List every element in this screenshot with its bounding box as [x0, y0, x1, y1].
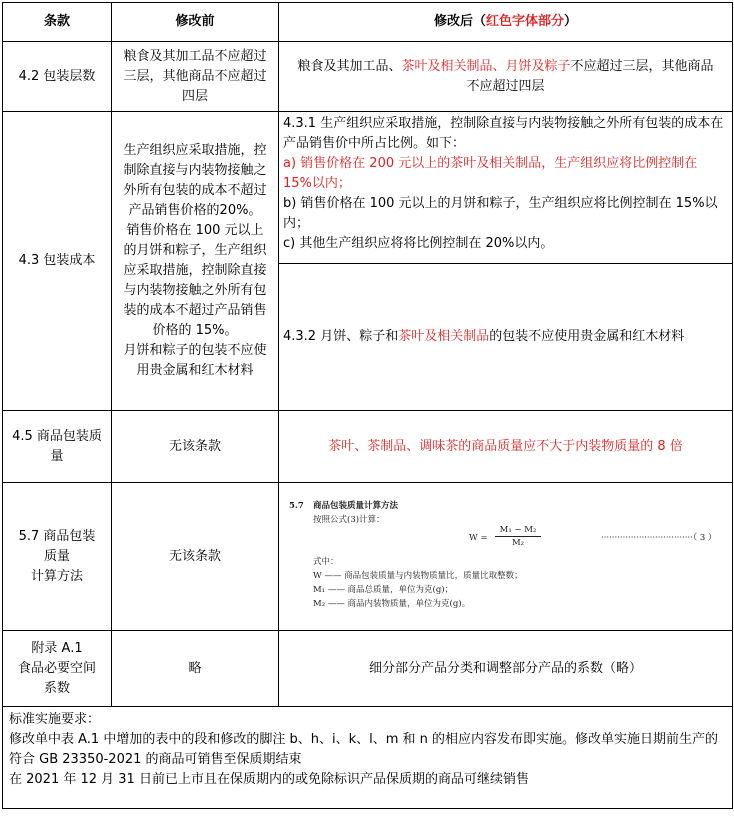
before-4-2: 粮食及其加工品不应超过三层，其他商品不应超过四层: [112, 42, 279, 112]
after-4-3-2: [279, 264, 733, 411]
notes-title: 标准实施要求：: [9, 712, 101, 727]
after-4-3-2-a: 4.3.2 月饼、粽子和: [283, 329, 399, 344]
after-4-3-1-a: a) 销售价格在 200 元以上的茶叶及相关制品，生产组织应将比例控制在 15%以内；: [283, 156, 698, 191]
formula-intro: 按照公式(3)计算：: [313, 514, 385, 525]
header-before: 修改前: [112, 3, 279, 42]
row-5-7: [3, 483, 733, 631]
after-4-3-1-b: b) 销售价格在 100 元以上的月饼和粽子，生产组织应将比例控制在 15%以内；: [283, 196, 718, 231]
row-4-2: [3, 42, 733, 112]
after-a1: 细分部分产品分类和调整部分产品的系数（略）: [279, 631, 733, 707]
clause-4-3: 4.3 包装成本: [3, 112, 112, 411]
row-4-5: [3, 411, 733, 483]
after-4-2-a: 粮食及其加工品、: [297, 58, 402, 74]
formula-def-m2: M₂ —— 商品内装物质量，单位为克(g)。: [313, 598, 471, 609]
formula-def-w: W —— 商品包装质量与内装物质量比，质量比取整数；: [313, 570, 523, 581]
row-a1: [3, 631, 733, 707]
formula-title: 商品包装质量计算方法: [313, 500, 399, 511]
after-4-3-2-red: 茶叶及相关制品: [398, 329, 490, 344]
after-4-5: 茶叶、茶制品、调味茶的商品质量应不大于内装物质量的 8 倍: [279, 411, 733, 483]
after-4-3-2-c: 的包装不应使用贵金属和红木材料: [489, 329, 685, 344]
clause-5-7: 5.7 商品包装 质量 计算方法: [3, 483, 112, 631]
after-4-3-1-c: c) 其他生产组织应将将比例控制在 20%以内。: [283, 236, 554, 251]
clause-4-2: 4.2 包装层数: [3, 42, 112, 112]
header-row: [3, 3, 733, 42]
header-clause: 条款: [3, 3, 112, 42]
formula-def-m1: M₁ —— 商品总质量，单位为克(g)；: [313, 584, 454, 595]
formula-numerator: M₁ − M₂: [495, 525, 541, 537]
after-5-7: [279, 483, 733, 631]
before-5-7: 无该条款: [112, 483, 279, 631]
row-footer: [3, 707, 733, 809]
after-4-2: [279, 42, 733, 112]
notes-line-2: 在 2021 年 12 月 31 日前已上市且在保质期内的或免除标识产品保质期的商品可继续销售: [9, 772, 529, 787]
implementation-notes: [3, 707, 733, 809]
header-after-red: 红色字体部分: [485, 14, 564, 29]
header-after: [279, 3, 733, 42]
formula-image: [279, 484, 732, 630]
row-4-3-a: [3, 112, 733, 264]
formula-lhs: W =: [469, 532, 488, 543]
clause-a1: 附录 A.1 食品必要空间 系数: [3, 631, 112, 707]
formula-where: 式中：: [313, 556, 339, 567]
formula-denominator: M₂: [511, 537, 525, 548]
amendment-table: [2, 2, 733, 809]
header-after-close: ）: [564, 14, 578, 29]
before-4-5: 无该条款: [112, 411, 279, 483]
before-4-3: 生产组织应采取措施，控制除直接与内装物接触之外所有包装的成本不超过产品销售价格的20%。 销售价格在 100 元以上的月饼和粽子，生产组织应采取措施，控制除直接与内装物接触之外所有包装的成本不超过产品销售价格的 15%。 月饼和粽子的包装不应使用贵金属和红木材料: [112, 112, 279, 411]
header-after-label: 修改后（: [433, 14, 486, 29]
clause-4-5: 4.5 商品包装质量: [3, 411, 112, 483]
after-4-2-red: 茶叶及相关制品、月饼及粽子: [401, 58, 571, 74]
formula-dots: ··································（ 3 ）: [601, 532, 717, 543]
after-4-2-c: 不应超过三层，其他商品不应超过四层: [466, 58, 714, 94]
after-4-3-1-intro: 4.3.1 生产组织应采取措施，控制除直接与内装物接触之外所有包装的成本在产品销售价中所占比例。如下：: [283, 116, 724, 151]
notes-line-1: 修改单中表 A.1 中增加的表中的段和修改的脚注 b、h、i、k、l、m 和 n 的相应内容发布即实施。修改单实施日期前生产的符合 GB 23350-2021 的商品可销售至保质期结束: [9, 732, 719, 767]
before-a1: 略: [112, 631, 279, 707]
formula-number: 5.7: [289, 500, 304, 511]
after-4-3-1: [279, 112, 733, 264]
